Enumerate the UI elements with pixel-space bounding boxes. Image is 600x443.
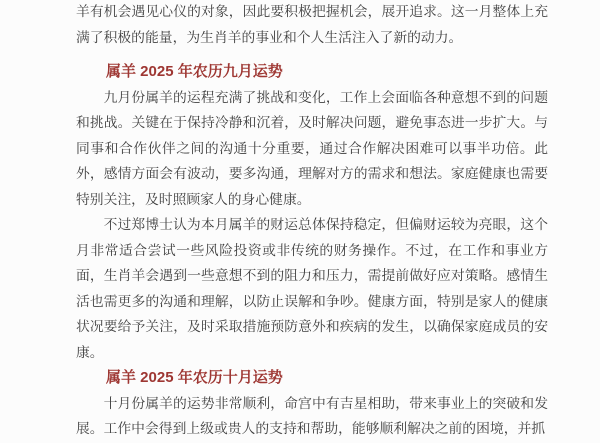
september-paragraph-1: 九月份属羊的运程充满了挑战和变化，工作上会面临各种意想不到的问题和挑战。关键在于保持冷静和沉着，及时解决问题，避免事态进一步扩大。与同事和合作伙伴之间的沟通十分重要，通过合作解决困难可以事半功倍。此外，感情方面会有波动，要多沟通，理解对方的需求和想法。家庭健康也需要特别关注，及时照顾家人的身心健康。: [76, 89, 548, 207]
heading-september-fortune: 属羊 2025 年农历九月运势: [106, 63, 283, 80]
intro-paragraph: 羊有机会遇见心仪的对象，因此要积极把握机会，展开追求。这一月整体上充满了积极的能量，为生肖羊的事业和个人生活注入了新的动力。: [76, 4, 548, 45]
heading-october-fortune: 属羊 2025 年农历十月运势: [106, 369, 283, 386]
october-paragraph-1: 十月份属羊的运势非常顺利，命宫中有吉星相助，带来事业上的突破和发展。工作中会得到上级或贵人的支持和帮助，能够顺利解决之前的困境，并抓: [76, 395, 548, 436]
september-paragraph-2: 不过郑博士认为本月属羊的财运总体保持稳定，但偏财运较为亮眼，这个月非常适合尝试一些风险投资或非传统的财务操作。不过，在工作和事业方面，生肖羊会遇到一些意想不到的阻力和压力，需提前做好应对策略。感情生活也需更多的沟通和理解，以防止误解和争吵。健康方面，特别是家人的健康状况要给予关注，及时采取措施预防意外和疾病的发生，以确保家庭成员的安康。: [76, 217, 548, 360]
